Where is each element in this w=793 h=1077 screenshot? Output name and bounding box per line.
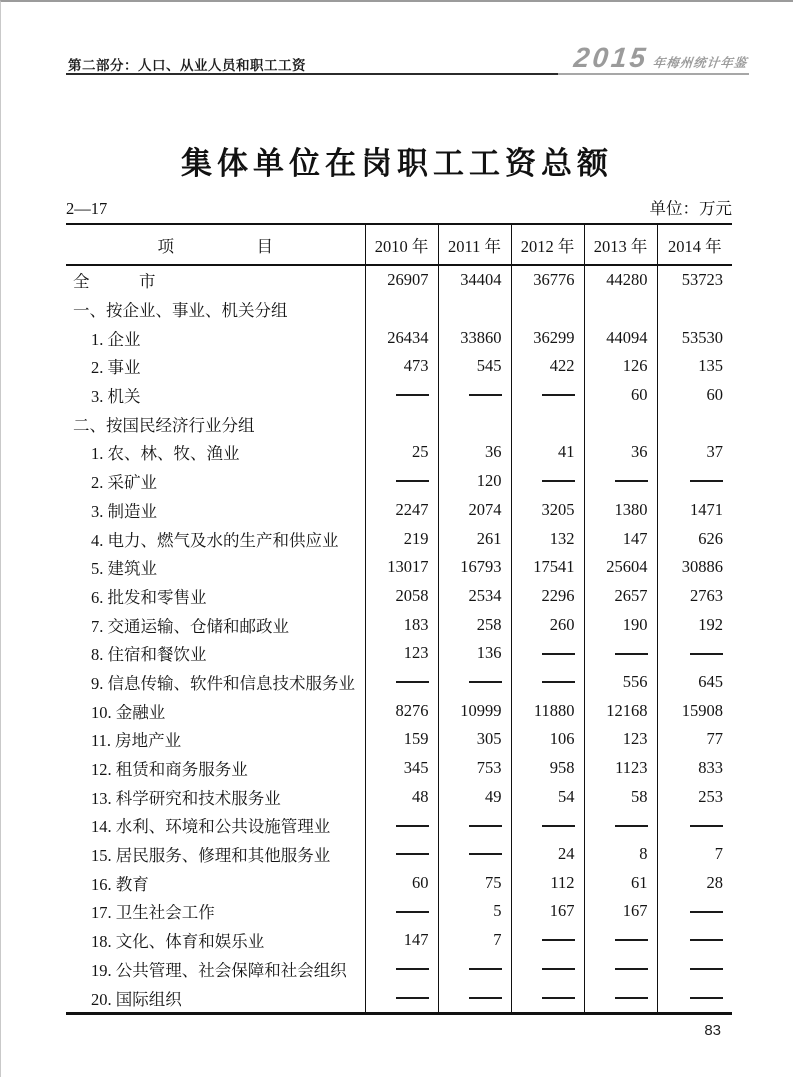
cell-value: 183: [365, 610, 438, 639]
cell-value: 36: [438, 438, 511, 467]
row-label: 9. 信息传输、软件和信息技术服务业: [91, 673, 355, 693]
cell-value: [365, 381, 438, 410]
cell-value: 36299: [511, 323, 584, 352]
row-label: 8. 住宿和餐饮业: [91, 645, 207, 665]
cell-value: 422: [511, 352, 584, 381]
row-label: 18. 文化、体育和娱乐业: [91, 932, 265, 952]
unit-label: 单位：万元: [649, 199, 732, 218]
dash-placeholder: [396, 997, 429, 999]
table-row: [66, 524, 732, 553]
cell-value: 2058: [365, 582, 438, 611]
cell-value: 167: [584, 897, 657, 926]
dash-placeholder: [690, 997, 723, 999]
cell-value: 24: [511, 840, 584, 869]
cell-value: 26907: [365, 265, 438, 295]
cell-value: [365, 295, 438, 324]
cell-value: 36776: [511, 265, 584, 295]
row-label: 14. 水利、环境和公共设施管理业: [91, 817, 331, 837]
table-row: [66, 467, 732, 496]
table-row: [66, 868, 732, 897]
cell-value: 2657: [584, 582, 657, 611]
cell-value: [584, 639, 657, 668]
cell-value: [438, 811, 511, 840]
cell-value: [657, 409, 732, 438]
cell-value: 126: [584, 352, 657, 381]
row-label: 1. 企业: [91, 329, 141, 349]
table-row: [66, 295, 732, 324]
dash-placeholder: [690, 911, 723, 913]
cell-value: 7: [657, 840, 732, 869]
cell-value: 16793: [438, 553, 511, 582]
dash-placeholder: [542, 394, 575, 396]
yearbook-logo-year: 2015: [572, 42, 651, 73]
cell-value: 626: [657, 524, 732, 553]
cell-value: 61: [584, 868, 657, 897]
dash-placeholder: [542, 997, 575, 999]
cell-value: [584, 409, 657, 438]
row-label: 7. 交通运输、仓储和邮政业: [91, 616, 289, 636]
table-row: [66, 754, 732, 783]
cell-value: 645: [657, 668, 732, 697]
cell-value: [438, 668, 511, 697]
column-header-2010: 2010 年: [365, 224, 438, 265]
dash-placeholder: [469, 997, 502, 999]
table-row: [66, 897, 732, 926]
row-label: 3. 机关: [91, 387, 141, 407]
cell-value: 2763: [657, 582, 732, 611]
table-row: [66, 582, 732, 611]
dash-placeholder: [469, 394, 502, 396]
cell-value: [511, 668, 584, 697]
cell-value: [365, 668, 438, 697]
cell-value: 12168: [584, 696, 657, 725]
dash-placeholder: [396, 681, 429, 683]
cell-value: [511, 409, 584, 438]
header-rule-dark: [66, 73, 558, 75]
cell-value: 190: [584, 610, 657, 639]
cell-value: 147: [365, 926, 438, 955]
cell-value: [365, 467, 438, 496]
cell-value: 2296: [511, 582, 584, 611]
cell-value: [365, 897, 438, 926]
cell-value: [511, 381, 584, 410]
dash-placeholder: [690, 480, 723, 482]
table-row: [66, 639, 732, 668]
dash-placeholder: [690, 968, 723, 970]
table-row: [66, 381, 732, 410]
table-row: [66, 840, 732, 869]
row-label: 13. 科学研究和技术服务业: [91, 788, 281, 808]
cell-value: 53723: [657, 265, 732, 295]
column-header-item: 项 目: [66, 224, 365, 265]
cell-value: 15908: [657, 696, 732, 725]
cell-value: [657, 926, 732, 955]
row-label: 1. 农、林、牧、渔业: [91, 444, 240, 464]
dash-placeholder: [396, 853, 429, 855]
cell-value: [657, 897, 732, 926]
row-label: 11. 房地产业: [91, 731, 182, 751]
table-row: [66, 409, 732, 438]
cell-value: 219: [365, 524, 438, 553]
table-row: [66, 610, 732, 639]
cell-value: 2247: [365, 496, 438, 525]
cell-value: [438, 983, 511, 1013]
page-number: 83: [704, 1022, 721, 1039]
cell-value: [365, 955, 438, 984]
cell-value: 44094: [584, 323, 657, 352]
cell-value: [657, 983, 732, 1013]
table-number: 2—17: [66, 199, 108, 218]
row-label: 15. 居民服务、修理和其他服务业: [91, 846, 331, 866]
cell-value: 48: [365, 782, 438, 811]
table-row: [66, 323, 732, 352]
cell-value: 135: [657, 352, 732, 381]
cell-value: 123: [365, 639, 438, 668]
column-header-2013: 2013 年: [584, 224, 657, 265]
row-label: 19. 公共管理、社会保障和社会组织: [91, 960, 347, 980]
dash-placeholder: [396, 394, 429, 396]
cell-value: 36: [584, 438, 657, 467]
cell-value: 54: [511, 782, 584, 811]
cell-value: [438, 840, 511, 869]
row-label: 17. 卫生社会工作: [91, 903, 215, 923]
dash-placeholder: [615, 480, 648, 482]
cell-value: [511, 639, 584, 668]
row-label: 4. 电力、燃气及水的生产和供应业: [91, 530, 339, 550]
row-label: 12. 租赁和商务服务业: [91, 760, 248, 780]
dash-placeholder: [615, 825, 648, 827]
cell-value: 60: [584, 381, 657, 410]
cell-value: 112: [511, 868, 584, 897]
cell-value: 8276: [365, 696, 438, 725]
cell-value: [584, 983, 657, 1013]
table-row: [66, 668, 732, 697]
cell-value: [584, 467, 657, 496]
cell-value: 556: [584, 668, 657, 697]
table-row: [66, 265, 732, 295]
dash-placeholder: [396, 968, 429, 970]
cell-value: 136: [438, 639, 511, 668]
table-row: [66, 696, 732, 725]
cell-value: 75: [438, 868, 511, 897]
cell-value: 545: [438, 352, 511, 381]
cell-value: 167: [511, 897, 584, 926]
cell-value: 53530: [657, 323, 732, 352]
dash-placeholder: [615, 997, 648, 999]
cell-value: 260: [511, 610, 584, 639]
cell-value: 11880: [511, 696, 584, 725]
dash-placeholder: [690, 653, 723, 655]
cell-value: [511, 811, 584, 840]
cell-value: 1380: [584, 496, 657, 525]
row-label: 10. 金融业: [91, 702, 166, 722]
cell-value: 258: [438, 610, 511, 639]
cell-value: [511, 926, 584, 955]
cell-value: 30886: [657, 553, 732, 582]
row-label: 16. 教育: [91, 874, 149, 894]
dash-placeholder: [469, 681, 502, 683]
dash-placeholder: [542, 968, 575, 970]
cell-value: 473: [365, 352, 438, 381]
cell-value: 123: [584, 725, 657, 754]
table-body: [66, 265, 732, 1013]
dash-placeholder: [542, 653, 575, 655]
cell-value: 3205: [511, 496, 584, 525]
cell-value: 25: [365, 438, 438, 467]
dash-placeholder: [542, 825, 575, 827]
cell-value: 44280: [584, 265, 657, 295]
cell-value: [438, 381, 511, 410]
cell-value: [438, 295, 511, 324]
table-row: [66, 352, 732, 381]
cell-value: 25604: [584, 553, 657, 582]
row-label: 一、按企业、事业、机关分组: [73, 301, 288, 321]
table-row: [66, 983, 732, 1013]
cell-value: 2074: [438, 496, 511, 525]
dash-placeholder: [469, 853, 502, 855]
cell-value: [438, 409, 511, 438]
row-label: 6. 批发和零售业: [91, 587, 207, 607]
table-meta: [66, 195, 732, 219]
cell-value: 192: [657, 610, 732, 639]
cell-value: 5: [438, 897, 511, 926]
cell-value: [657, 467, 732, 496]
table-row: [66, 782, 732, 811]
row-label: 20. 国际组织: [91, 989, 182, 1009]
table-row: [66, 926, 732, 955]
row-label: 5. 建筑业: [91, 559, 157, 579]
cell-value: 49: [438, 782, 511, 811]
cell-value: 2534: [438, 582, 511, 611]
cell-value: 77: [657, 725, 732, 754]
column-header-2012: 2012 年: [511, 224, 584, 265]
row-label: 二、按国民经济行业分组: [73, 415, 255, 435]
row-label: 全 市: [73, 272, 156, 292]
column-header-2011: 2011 年: [438, 224, 511, 265]
dash-placeholder: [542, 681, 575, 683]
cell-value: 261: [438, 524, 511, 553]
cell-value: 132: [511, 524, 584, 553]
cell-value: 345: [365, 754, 438, 783]
table-row: [66, 725, 732, 754]
yearbook-logo-suffix: 年梅州统计年鉴: [652, 56, 749, 70]
table-row: [66, 955, 732, 984]
dash-placeholder: [396, 480, 429, 482]
cell-value: [511, 467, 584, 496]
cell-value: 60: [657, 381, 732, 410]
cell-value: 120: [438, 467, 511, 496]
cell-value: [365, 811, 438, 840]
yearbook-logo: [573, 42, 750, 74]
cell-value: [657, 639, 732, 668]
dash-placeholder: [615, 653, 648, 655]
dash-placeholder: [690, 939, 723, 941]
table-row: [66, 811, 732, 840]
cell-value: [657, 955, 732, 984]
cell-value: 10999: [438, 696, 511, 725]
cell-value: [365, 409, 438, 438]
cell-value: 833: [657, 754, 732, 783]
table-header: [66, 224, 732, 265]
cell-value: 58: [584, 782, 657, 811]
cell-value: 41: [511, 438, 584, 467]
cell-value: 8: [584, 840, 657, 869]
cell-value: 37: [657, 438, 732, 467]
cell-value: 305: [438, 725, 511, 754]
cell-value: [365, 840, 438, 869]
dash-placeholder: [542, 939, 575, 941]
cell-value: [657, 295, 732, 324]
cell-value: 13017: [365, 553, 438, 582]
cell-value: [511, 983, 584, 1013]
cell-value: 26434: [365, 323, 438, 352]
cell-value: 7: [438, 926, 511, 955]
cell-value: 60: [365, 868, 438, 897]
cell-value: 253: [657, 782, 732, 811]
cell-value: [584, 295, 657, 324]
dash-placeholder: [615, 968, 648, 970]
dash-placeholder: [542, 480, 575, 482]
table-row: [66, 438, 732, 467]
dash-placeholder: [396, 825, 429, 827]
cell-value: 28: [657, 868, 732, 897]
cell-value: [365, 983, 438, 1013]
cell-value: 1471: [657, 496, 732, 525]
cell-value: [584, 811, 657, 840]
row-label: 2. 事业: [91, 358, 141, 378]
cell-value: 753: [438, 754, 511, 783]
header-rule-gray: [558, 73, 749, 75]
cell-value: 1123: [584, 754, 657, 783]
cell-value: 147: [584, 524, 657, 553]
cell-value: 106: [511, 725, 584, 754]
row-label: 2. 采矿业: [91, 473, 157, 493]
dash-placeholder: [690, 825, 723, 827]
running-head-section: 第二部分：人口、从业人员和职工工资: [68, 58, 306, 73]
table-row: [66, 553, 732, 582]
cell-value: 33860: [438, 323, 511, 352]
row-label: 3. 制造业: [91, 501, 157, 521]
cell-value: 17541: [511, 553, 584, 582]
dash-placeholder: [469, 825, 502, 827]
cell-value: [438, 955, 511, 984]
table-header-row: [66, 224, 732, 265]
cell-value: 958: [511, 754, 584, 783]
cell-value: 159: [365, 725, 438, 754]
cell-value: [584, 955, 657, 984]
cell-value: [511, 295, 584, 324]
wage-table: [66, 223, 732, 1015]
cell-value: [511, 955, 584, 984]
dash-placeholder: [469, 968, 502, 970]
table-row: [66, 496, 732, 525]
cell-value: [584, 926, 657, 955]
cell-value: [657, 811, 732, 840]
dash-placeholder: [396, 911, 429, 913]
dash-placeholder: [615, 939, 648, 941]
page-title: 集体单位在岗职工工资总额: [181, 146, 613, 181]
column-header-2014: 2014 年: [657, 224, 732, 265]
cell-value: 34404: [438, 265, 511, 295]
